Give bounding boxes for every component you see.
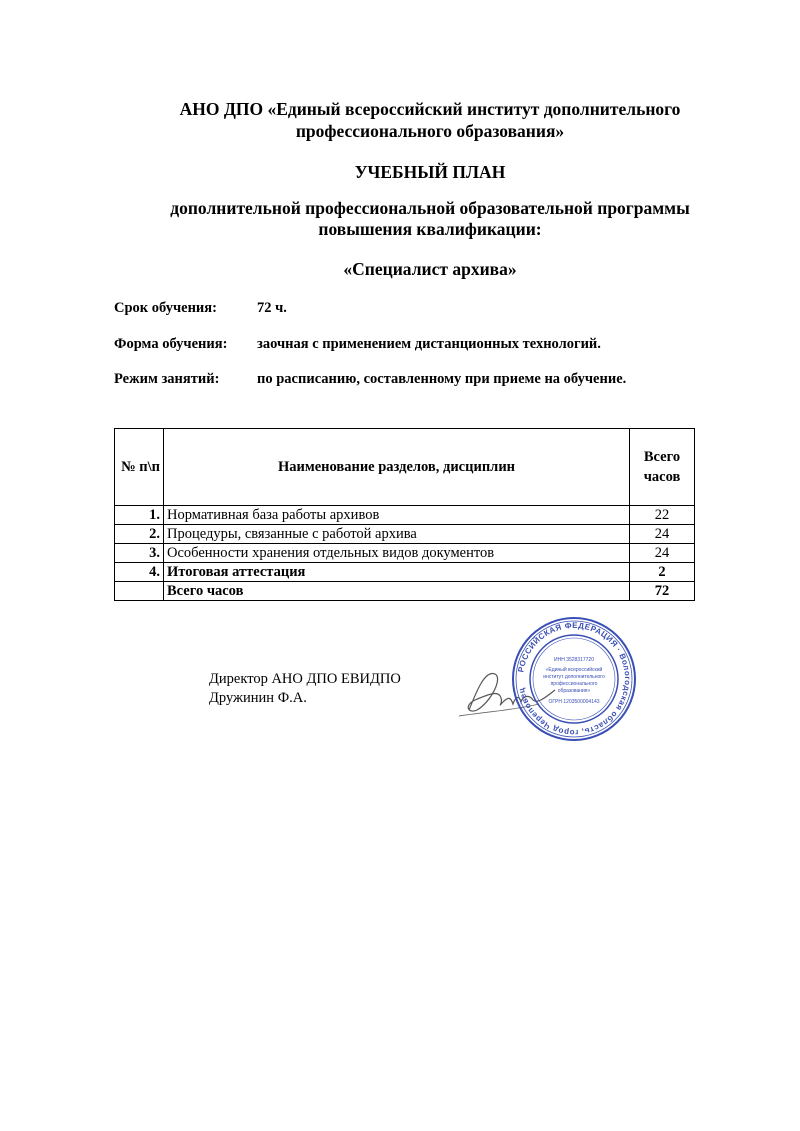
document-subtitle-line2: повышения квалификации: [318,219,542,239]
study-term-label: Срок обучения: [114,300,217,316]
study-mode-label: Режим занятий: [114,371,220,387]
document-subtitle-line1: дополнительной профессиональной образовательной программы [170,198,690,218]
signer-position: Директор АНО ДПО ЕВИДПО [209,671,401,687]
svg-text:профессионального: профессионального [550,681,598,687]
total-row-number [115,582,164,601]
row-hours: 24 [630,544,695,563]
column-header-name: Наименование разделов, дисциплин [164,429,630,506]
column-header-number: № п\п [115,429,164,506]
row-discipline: Итоговая аттестация [164,563,630,582]
study-mode-value: по расписанию, составленному при приеме на обучение. [257,371,627,387]
table-header-row [115,429,695,506]
svg-text:образования»: образования» [557,688,591,694]
column-header-hours [630,429,695,506]
row-number: 1. [115,506,164,525]
row-hours: 2 [630,563,695,582]
row-hours: 22 [630,506,695,525]
table-total-row [115,582,695,601]
study-form-row [114,336,601,353]
curriculum-table [114,428,695,601]
table-row [115,544,695,563]
signer-block [209,670,401,708]
row-hours: 24 [630,525,695,544]
study-term-value: 72 ч. [257,300,287,316]
row-discipline: Особенности хранения отдельных видов документов [164,544,630,563]
total-label: Всего часов [164,582,630,601]
svg-text:РОССИЙСКАЯ ФЕДЕРАЦИЯ · Вологод: РОССИЙСКАЯ ФЕДЕРАЦИЯ · Вологодская область, город Череповец [516,620,633,738]
column-header-hours-line1: Всего [643,449,681,465]
row-number: 4. [115,563,164,582]
study-form-value: заочная с применением дистанционных технологий. [257,336,601,352]
column-header-hours-line2: часов [643,469,681,485]
document-title: УЧЕБНЫЙ ПЛАН [354,162,506,182]
row-discipline: Нормативная база работы архивов [164,506,630,525]
svg-text:«Единый всероссийский: «Единый всероссийский [545,667,603,673]
table-row [115,563,695,582]
table-row [115,525,695,544]
organization-name [100,98,760,142]
total-hours: 72 [630,582,695,601]
study-term-row [114,300,287,317]
organization-stamp [510,615,638,743]
svg-text:ОГРН 1203500004143: ОГРН 1203500004143 [548,699,600,705]
organization-name-line2: профессионального образования» [295,121,565,141]
signer-name: Дружинин Ф.А. [209,690,307,706]
study-form-label: Форма обучения: [114,336,228,352]
svg-text:институт дополнительного: институт дополнительного [543,674,605,680]
study-mode-row [114,371,627,388]
organization-name-line1: АНО ДПО «Единый всероссийский институт дополнительного [179,99,681,119]
row-discipline: Процедуры, связанные с работой архива [164,525,630,544]
row-number: 3. [115,544,164,563]
document-subtitle [100,198,760,240]
row-number: 2. [115,525,164,544]
table-row [115,506,695,525]
program-name: «Специалист архива» [343,259,517,279]
svg-text:ИНН 3528317720: ИНН 3528317720 [553,657,595,663]
